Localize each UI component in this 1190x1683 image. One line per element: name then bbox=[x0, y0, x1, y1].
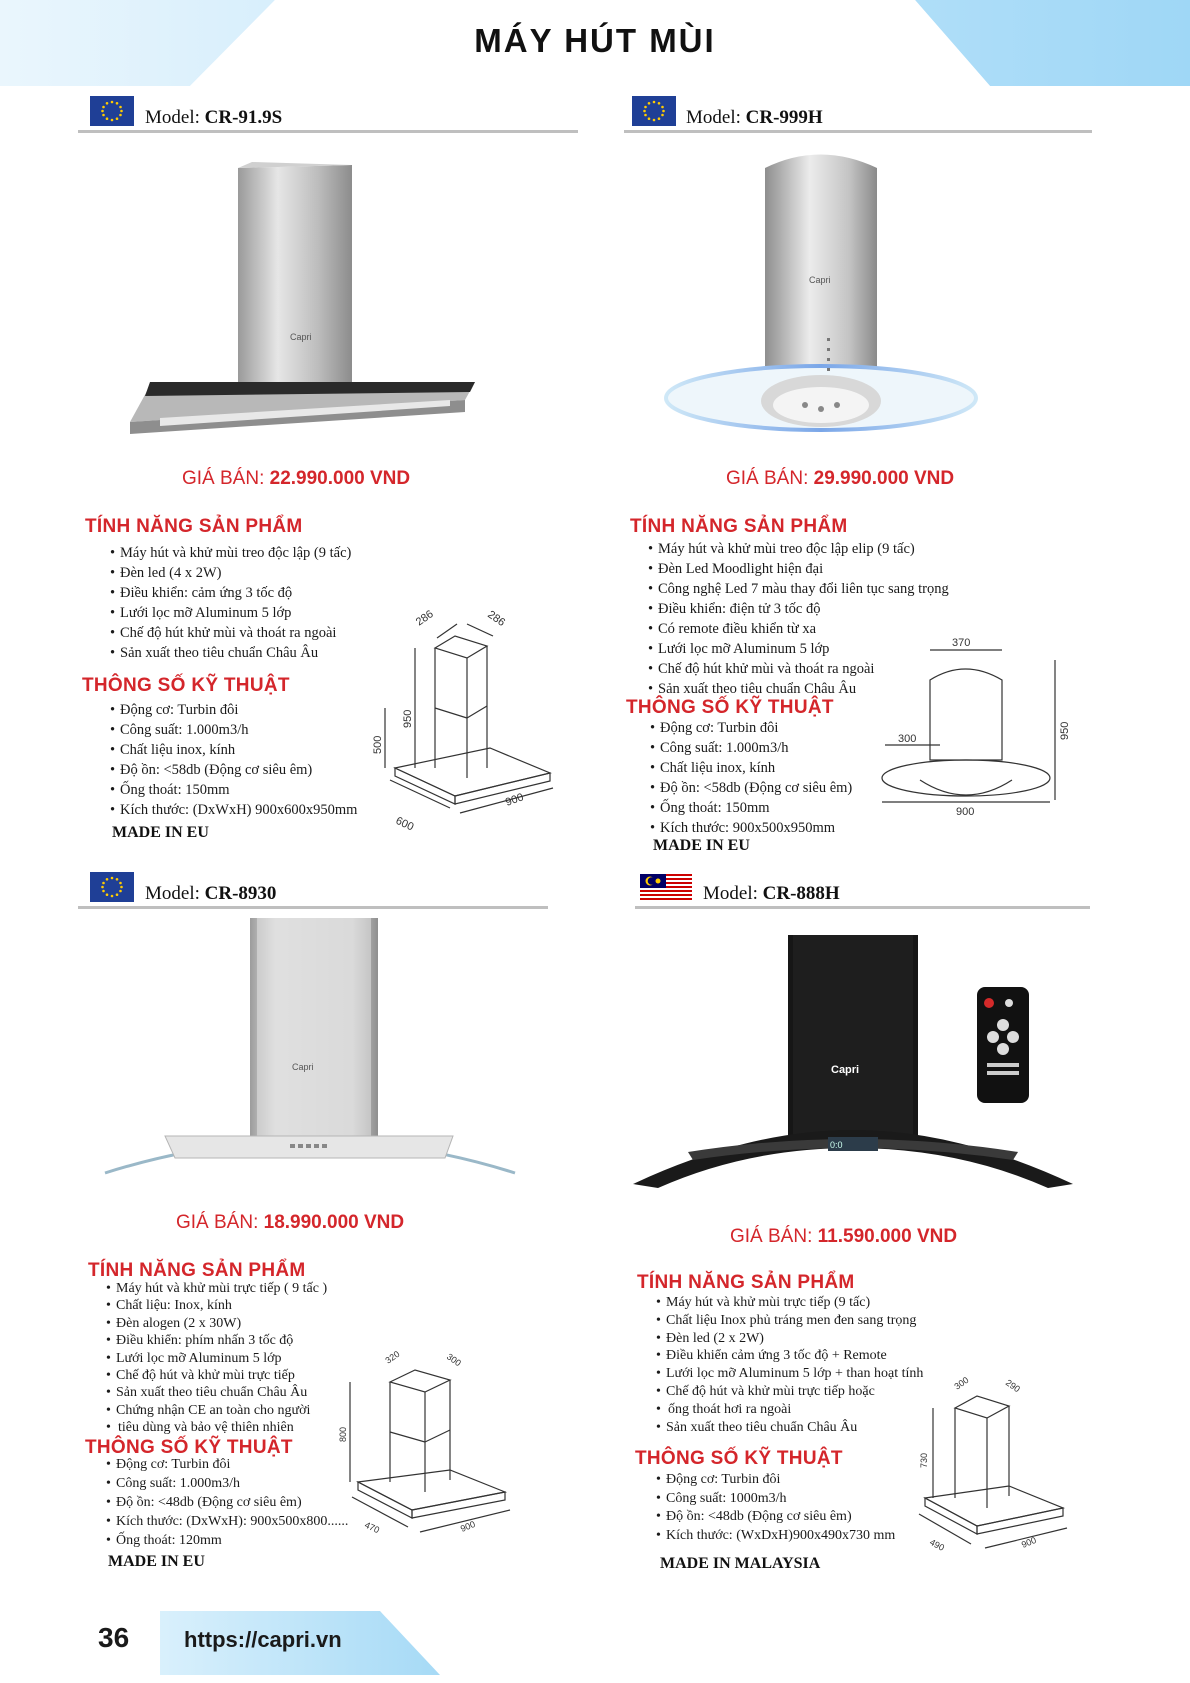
list-item: • Chất liệu Inox phủ tráng men đen sang trọng bbox=[656, 1312, 923, 1330]
model-label-cr-888h: Model: CR-888H bbox=[703, 883, 840, 904]
list-item: • Độ ồn: <58db (Động cơ siêu êm) bbox=[110, 760, 357, 780]
dim-label: 490 bbox=[928, 1536, 947, 1553]
capri-logo: Capri bbox=[831, 1064, 860, 1076]
features-list-cr-888h bbox=[656, 1294, 923, 1436]
list-item: • Độ ồn: <48db (Động cơ siêu êm) bbox=[106, 1493, 348, 1512]
list-item: • Công suất: 1.000m3/h bbox=[106, 1474, 348, 1493]
list-item: • Có remote điều khiển từ xa bbox=[648, 619, 949, 639]
section-divider bbox=[635, 906, 1090, 909]
dim-label: 730 bbox=[919, 1452, 929, 1468]
capri-logo: Capri bbox=[809, 275, 831, 285]
specs-list-cr-91-9s bbox=[110, 700, 357, 820]
list-item: • Điều khiển: phím nhấn 3 tốc độ bbox=[106, 1332, 327, 1349]
list-item: • Máy hút và khử mùi treo độc lập (9 tấc) bbox=[110, 543, 351, 563]
list-item: • Độ ồn: <58db (Động cơ siêu êm) bbox=[650, 778, 852, 798]
list-item: • Lưới lọc mỡ Aluminum 5 lớp bbox=[110, 603, 351, 623]
features-list-cr-91-9s bbox=[110, 543, 351, 663]
origin-cr-8930: MADE IN EU bbox=[108, 1553, 205, 1570]
dim-label: 900 bbox=[459, 1518, 477, 1534]
features-heading: TÍNH NĂNG SẢN PHẨM bbox=[85, 516, 303, 537]
malaysia-flag-icon bbox=[640, 874, 692, 900]
list-item: • Máy hút và khử mùi treo độc lập elip (9 tấc) bbox=[648, 539, 949, 559]
capri-logo: Capri bbox=[290, 332, 312, 342]
list-item: • Máy hút và khử mùi trực tiếp (9 tấc) bbox=[656, 1294, 923, 1312]
list-item: • ống thoát hơi ra ngoài bbox=[656, 1401, 923, 1419]
dimension-drawing-cr-91-9s bbox=[372, 608, 575, 838]
list-item: • Sản xuất theo tiêu chuẩn Châu Âu bbox=[106, 1384, 327, 1401]
features-heading: TÍNH NĂNG SẢN PHẨM bbox=[88, 1260, 306, 1281]
dim-label: 290 bbox=[1003, 1377, 1022, 1395]
footer-banner bbox=[0, 1605, 1190, 1683]
list-item: • Lưới lọc mỡ Aluminum 5 lớp + than hoạt tính bbox=[656, 1365, 923, 1383]
list-item: • Đèn alogen (2 x 30W) bbox=[106, 1315, 327, 1332]
dim-label: 320 bbox=[383, 1348, 402, 1366]
page-title: MÁY HÚT MÙI bbox=[474, 22, 716, 59]
product-image-cr-999h bbox=[655, 143, 975, 443]
price-cr-999h: GIÁ BÁN: 29.990.000 VND bbox=[726, 468, 955, 489]
dim-label: 500 bbox=[372, 735, 384, 754]
list-item: • Máy hút và khử mùi trực tiếp ( 9 tấc ) bbox=[106, 1280, 327, 1297]
list-item: • Kích thước: 900x500x950mm bbox=[650, 818, 852, 838]
list-item: • Đèn Led Moodlight hiện đại bbox=[648, 559, 949, 579]
price-cr-888h: GIÁ BÁN: 11.590.000 VND bbox=[730, 1226, 958, 1247]
section-divider bbox=[78, 906, 548, 909]
dim-label: 300 bbox=[444, 1351, 463, 1369]
dim-label: 370 bbox=[952, 637, 971, 649]
model-label-cr-91-9s: Model: CR-91.9S bbox=[145, 107, 283, 128]
list-item: • Chế độ hút và khử mùi trực tiếp bbox=[106, 1367, 327, 1384]
dim-label: 900 bbox=[503, 791, 526, 809]
dimension-drawing-cr-888h bbox=[905, 1368, 1080, 1558]
dim-label: 286 bbox=[413, 608, 436, 629]
model-label-cr-8930: Model: CR-8930 bbox=[145, 883, 277, 904]
remote-control-icon bbox=[975, 985, 1031, 1105]
list-item: • Công nghệ Led 7 màu thay đổi liên tục sang trọng bbox=[648, 579, 949, 599]
dim-label: 300 bbox=[898, 733, 917, 745]
eu-flag-icon bbox=[632, 96, 676, 126]
list-item: • Ống thoát: 120mm bbox=[106, 1531, 348, 1550]
dim-label: 900 bbox=[956, 806, 975, 818]
list-item: • Sản xuất theo tiêu chuẩn Châu Âu bbox=[110, 643, 351, 663]
list-item: • Chất liệu: Inox, kính bbox=[106, 1297, 327, 1314]
list-item: • Kích thước: (DxWxH): 900x500x800...... bbox=[106, 1512, 348, 1531]
list-item: • Động cơ: Turbin đôi bbox=[650, 718, 852, 738]
dimension-drawing-cr-8930 bbox=[340, 1342, 525, 1542]
section-divider bbox=[624, 130, 1092, 133]
specs-heading: THÔNG SỐ KỸ THUẬT bbox=[635, 1448, 843, 1469]
dim-label: 600 bbox=[393, 814, 416, 834]
dim-label: 470 bbox=[363, 1519, 382, 1536]
list-item: • Sản xuất theo tiêu chuẩn Châu Âu bbox=[648, 679, 949, 699]
specs-heading: THÔNG SỐ KỸ THUẬT bbox=[85, 1437, 293, 1458]
product-image-cr-91-9s bbox=[120, 160, 480, 440]
dim-label: 900 bbox=[1020, 1534, 1038, 1550]
list-item: • Công suất: 1.000m3/h bbox=[110, 720, 357, 740]
specs-heading: THÔNG SỐ KỸ THUẬT bbox=[626, 697, 834, 718]
list-item: • Công suất: 1.000m3/h bbox=[650, 738, 852, 758]
list-item: • Điều khiển: điện tử 3 tốc độ bbox=[648, 599, 949, 619]
website-link[interactable]: https://capri.vn bbox=[184, 1627, 342, 1652]
specs-list-cr-8930 bbox=[106, 1455, 348, 1550]
dim-label: 950 bbox=[402, 709, 414, 728]
dimension-drawing-cr-999h bbox=[880, 630, 1070, 820]
origin-cr-999h: MADE IN EU bbox=[653, 837, 750, 854]
list-item: • Động cơ: Turbin đôi bbox=[110, 700, 357, 720]
price-cr-8930: GIÁ BÁN: 18.990.000 VND bbox=[176, 1212, 405, 1233]
list-item: • Động cơ: Turbin đôi bbox=[656, 1471, 895, 1490]
eu-flag-icon bbox=[90, 96, 134, 126]
list-item: • Đèn led (4 x 2W) bbox=[110, 563, 351, 583]
section-divider bbox=[78, 130, 578, 133]
list-item: • Chế độ hút và khử mùi trực tiếp hoặc bbox=[656, 1383, 923, 1401]
list-item: • Lưới lọc mỡ Aluminum 5 lớp bbox=[648, 639, 949, 659]
capri-logo: Capri bbox=[292, 1062, 314, 1072]
specs-heading: THÔNG SỐ KỸ THUẬT bbox=[82, 675, 290, 696]
list-item: • Chất liệu inox, kính bbox=[650, 758, 852, 778]
display-readout-icon: 0:0 bbox=[830, 1140, 843, 1150]
dim-label: 300 bbox=[952, 1374, 971, 1392]
list-item: • Kích thước: (DxWxH) 900x600x950mm bbox=[110, 800, 357, 820]
model-label-cr-999h: Model: CR-999H bbox=[686, 107, 823, 128]
list-item: • Công suất: 1000m3/h bbox=[656, 1490, 895, 1509]
list-item: • Ống thoát: 150mm bbox=[110, 780, 357, 800]
product-image-cr-8930 bbox=[105, 918, 515, 1178]
features-heading: TÍNH NĂNG SẢN PHẨM bbox=[630, 516, 848, 537]
list-item: • tiêu dùng và bảo vệ thiên nhiên bbox=[106, 1419, 327, 1436]
list-item: • Ống thoát: 150mm bbox=[650, 798, 852, 818]
list-item: • Động cơ: Turbin đôi bbox=[106, 1455, 348, 1474]
list-item: • Điều khiển cảm ứng 3 tốc độ + Remote bbox=[656, 1347, 923, 1365]
list-item: • Chế độ hút khử mùi và thoát ra ngoài bbox=[648, 659, 949, 679]
specs-list-cr-999h bbox=[650, 718, 852, 838]
features-heading: TÍNH NĂNG SẢN PHẨM bbox=[637, 1272, 855, 1293]
list-item: • Lưới lọc mỡ Aluminum 5 lớp bbox=[106, 1350, 327, 1367]
list-item: • Độ ồn: <48db (Động cơ siêu êm) bbox=[656, 1508, 895, 1527]
page-number: 36 bbox=[98, 1622, 130, 1653]
list-item: • Sản xuất theo tiêu chuẩn Châu Âu bbox=[656, 1419, 923, 1437]
list-item: • Chế độ hút khử mùi và thoát ra ngoài bbox=[110, 623, 351, 643]
features-list-cr-8930 bbox=[106, 1280, 327, 1437]
dim-label: 950 bbox=[1059, 721, 1071, 740]
dim-label: 286 bbox=[485, 608, 508, 629]
list-item: • Chất liệu inox, kính bbox=[110, 740, 357, 760]
list-item: • Chứng nhận CE an toàn cho người bbox=[106, 1402, 327, 1419]
list-item: • Kích thước: (WxDxH)900x490x730 mm bbox=[656, 1527, 895, 1546]
eu-flag-icon bbox=[90, 872, 134, 902]
dim-label: 800 bbox=[338, 1426, 348, 1442]
origin-cr-91-9s: MADE IN EU bbox=[112, 824, 209, 841]
specs-list-cr-888h bbox=[656, 1471, 895, 1545]
list-item: • Đèn led (2 x 2W) bbox=[656, 1330, 923, 1348]
origin-cr-888h: MADE IN MALAYSIA bbox=[660, 1555, 821, 1572]
list-item: • Điều khiển: cảm ứng 3 tốc độ bbox=[110, 583, 351, 603]
price-cr-91-9s: GIÁ BÁN: 22.990.000 VND bbox=[182, 468, 411, 489]
